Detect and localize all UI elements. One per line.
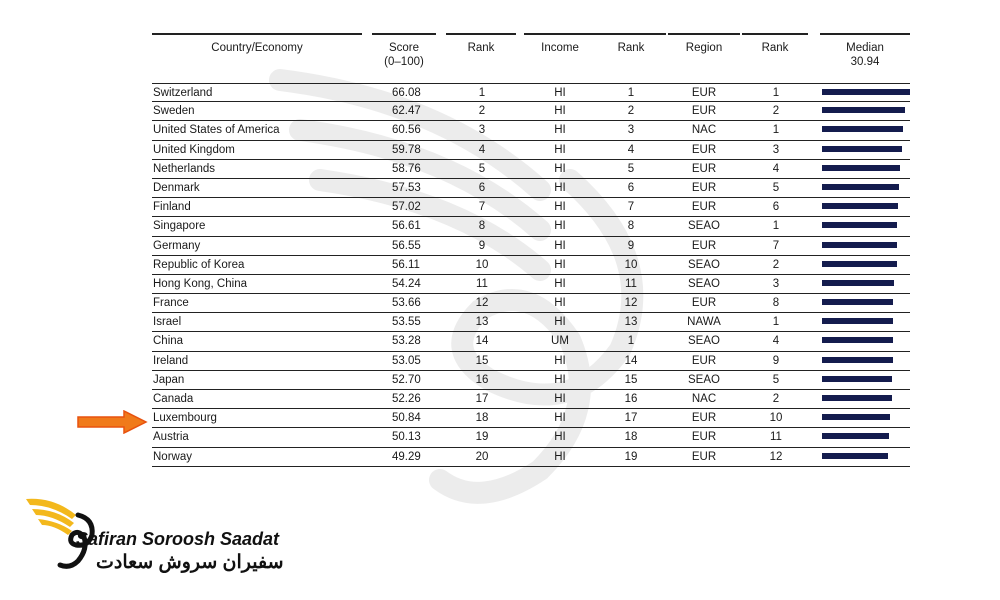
score-bar	[822, 280, 894, 286]
income-cell: HI	[554, 105, 566, 118]
table-header	[152, 33, 910, 81]
region-cell: EUR	[691, 143, 717, 156]
header-country-label: Country/Economy	[211, 42, 303, 54]
country-cell: Finland	[153, 201, 191, 214]
income-rank-cell: 17	[624, 412, 638, 425]
region-rank-cell: 6	[772, 201, 780, 214]
score-bar	[822, 242, 897, 248]
rank-cell: 5	[478, 162, 486, 175]
header-median-label: Median	[846, 42, 884, 54]
region-cell: EUR	[691, 201, 717, 214]
table-row	[152, 217, 910, 236]
score-bar	[822, 414, 890, 420]
region-cell: SEAO	[688, 335, 720, 348]
region-rank-cell: 4	[772, 162, 780, 175]
table-body	[152, 83, 910, 467]
income-cell: HI	[554, 393, 566, 405]
income-cell: HI	[554, 354, 566, 367]
score-bar	[822, 146, 902, 152]
header-score-label: Score	[388, 42, 420, 54]
country-cell: Norway	[153, 450, 192, 463]
country-cell: Republic of Korea	[153, 258, 245, 271]
header-income	[524, 33, 596, 81]
region-cell: EUR	[691, 354, 717, 367]
region-rank-cell: 3	[772, 143, 780, 156]
income-cell: HI	[554, 431, 566, 444]
income-rank-cell: 1	[627, 335, 635, 348]
country-cell: Germany	[153, 239, 201, 252]
table-row	[152, 102, 910, 121]
region-rank-cell: 1	[772, 316, 780, 329]
score-bar	[822, 453, 888, 459]
table-row	[152, 352, 910, 371]
score-bar	[822, 222, 897, 228]
table-row	[152, 332, 910, 351]
country-cell: Japan	[153, 373, 185, 386]
rank-cell: 1	[478, 87, 486, 99]
region-cell: SEAO	[688, 220, 720, 233]
table-row	[152, 313, 910, 332]
income-cell: HI	[554, 316, 566, 329]
table-row	[152, 428, 910, 447]
table-row	[152, 409, 910, 428]
rank-cell: 16	[475, 373, 489, 386]
income-cell: HI	[554, 87, 566, 99]
rank-cell: 14	[475, 335, 489, 348]
region-rank-cell: 5	[772, 181, 780, 194]
income-cell: HI	[554, 181, 566, 194]
rank-cell: 10	[475, 258, 489, 271]
income-cell: HI	[554, 450, 566, 463]
score-bar	[822, 107, 905, 113]
table-row	[152, 198, 910, 217]
region-rank-cell: 2	[772, 258, 780, 271]
country-cell: Switzerland	[153, 87, 213, 99]
score-cell: 62.47	[392, 105, 421, 118]
region-cell: EUR	[691, 450, 717, 463]
rank-cell: 13	[475, 316, 489, 329]
score-cell: 52.70	[392, 373, 421, 386]
rank-cell: 20	[475, 450, 489, 463]
header-region-label: Region	[685, 42, 723, 54]
income-rank-cell: 9	[627, 239, 635, 252]
country-cell: Luxembourg	[153, 412, 217, 425]
rank-cell: 4	[478, 143, 486, 156]
header-score	[372, 33, 436, 81]
ranking-table	[152, 33, 910, 463]
region-cell: SEAO	[688, 258, 720, 271]
header-income-rank	[596, 33, 666, 81]
score-cell: 54.24	[392, 277, 421, 290]
country-cell: Hong Kong, China	[153, 277, 247, 290]
income-rank-cell: 13	[624, 316, 638, 329]
income-cell: HI	[554, 258, 566, 271]
region-rank-cell: 11	[770, 431, 782, 444]
score-cell: 58.76	[392, 162, 421, 175]
income-cell: HI	[554, 277, 566, 290]
country-cell: Denmark	[153, 181, 200, 194]
score-cell: 57.02	[392, 201, 421, 214]
income-cell: HI	[554, 162, 566, 175]
region-rank-cell: 8	[772, 297, 780, 310]
brand-name-fa: سفیران سروش سعادت	[96, 552, 284, 573]
score-bar	[822, 165, 900, 171]
region-cell: EUR	[691, 239, 717, 252]
header-country	[152, 33, 362, 81]
score-bar	[822, 299, 893, 305]
score-cell: 50.13	[392, 431, 421, 444]
rank-cell: 8	[478, 220, 486, 233]
income-rank-cell: 6	[627, 181, 635, 194]
score-cell: 66.08	[392, 87, 421, 99]
region-rank-cell: 12	[769, 450, 783, 463]
income-cell: HI	[554, 124, 566, 137]
score-bar	[822, 318, 893, 324]
country-cell: Ireland	[153, 354, 189, 367]
income-rank-cell: 1	[627, 87, 635, 99]
table-row	[152, 256, 910, 275]
score-bar	[822, 395, 892, 401]
score-cell: 59.78	[392, 143, 421, 156]
table-row	[152, 160, 910, 179]
region-rank-cell: 3	[772, 277, 780, 290]
country-cell: Austria	[153, 431, 189, 444]
region-rank-cell: 10	[769, 412, 783, 425]
income-rank-cell: 5	[627, 162, 635, 175]
region-cell: SEAO	[688, 373, 720, 386]
rank-cell: 12	[475, 297, 489, 310]
income-rank-cell: 11	[625, 277, 637, 290]
country-cell: Netherlands	[153, 162, 216, 175]
table-row	[152, 448, 910, 467]
region-cell: EUR	[691, 87, 717, 99]
rank-cell: 9	[478, 239, 486, 252]
rank-cell: 3	[478, 124, 486, 137]
region-rank-cell: 4	[772, 335, 780, 348]
income-rank-cell: 19	[624, 450, 638, 463]
table-row	[152, 179, 910, 198]
rank-cell: 17	[475, 393, 489, 405]
income-cell: HI	[554, 373, 566, 386]
table-row	[152, 141, 910, 160]
region-rank-cell: 1	[772, 220, 780, 233]
region-rank-cell: 9	[772, 354, 780, 367]
score-cell: 53.55	[392, 316, 421, 329]
table-row	[152, 390, 910, 409]
income-rank-cell: 4	[627, 143, 635, 156]
rank-cell: 19	[475, 431, 489, 444]
header-region	[668, 33, 740, 81]
income-rank-cell: 8	[627, 220, 635, 233]
table-row	[152, 371, 910, 390]
region-rank-cell: 1	[772, 87, 780, 99]
table-row	[152, 237, 910, 256]
income-cell: HI	[554, 239, 566, 252]
score-cell: 53.05	[392, 354, 421, 367]
region-cell: EUR	[691, 297, 717, 310]
score-bar	[822, 433, 889, 439]
header-region-rank	[742, 33, 808, 81]
right-arrow-icon	[76, 410, 148, 434]
region-cell: SEAO	[688, 277, 720, 290]
score-cell: 60.56	[392, 124, 421, 137]
region-rank-cell: 5	[772, 373, 780, 386]
region-rank-cell: 2	[772, 393, 780, 405]
brand-name-en: Safiran Soroosh Saadat	[76, 529, 280, 549]
score-cell: 52.26	[392, 393, 421, 405]
score-cell: 53.28	[392, 335, 421, 348]
header-score-range: (0–100)	[384, 56, 424, 68]
region-rank-cell: 7	[772, 239, 780, 252]
income-rank-cell: 3	[627, 124, 635, 137]
region-cell: EUR	[691, 412, 717, 425]
country-cell: France	[153, 297, 189, 310]
income-cell: HI	[554, 201, 566, 214]
score-bar	[822, 337, 893, 343]
country-cell: China	[153, 335, 184, 348]
income-rank-cell: 16	[624, 393, 638, 405]
table-row	[152, 83, 910, 102]
table-row	[152, 121, 910, 140]
income-rank-cell: 10	[624, 258, 638, 271]
header-rank	[446, 33, 516, 81]
country-cell: Sweden	[153, 105, 195, 118]
score-bar	[822, 357, 893, 363]
score-cell: 50.84	[392, 412, 421, 425]
region-cell: EUR	[691, 181, 717, 194]
region-cell: EUR	[691, 431, 717, 444]
region-cell: NAC	[691, 393, 717, 405]
score-bar	[822, 126, 903, 132]
country-cell: United States of America	[153, 124, 280, 137]
region-cell: NAWA	[687, 316, 721, 329]
income-rank-cell: 15	[624, 373, 638, 386]
income-cell: HI	[554, 297, 566, 310]
country-cell: United Kingdom	[153, 143, 235, 156]
income-rank-cell: 18	[624, 431, 638, 444]
income-cell: HI	[554, 220, 566, 233]
income-cell: HI	[554, 143, 566, 156]
rank-cell: 11	[476, 277, 488, 290]
score-cell: 56.11	[392, 258, 420, 271]
income-rank-cell: 2	[627, 105, 635, 118]
rank-cell: 6	[478, 181, 486, 194]
rank-cell: 2	[478, 105, 486, 118]
score-bar	[822, 203, 898, 209]
header-region-rank-label: Rank	[761, 42, 789, 54]
region-rank-cell: 1	[772, 124, 780, 137]
region-cell: NAC	[691, 124, 717, 137]
header-income-label: Income	[541, 42, 579, 54]
income-rank-cell: 14	[624, 354, 638, 367]
income-cell: UM	[551, 335, 569, 348]
score-cell: 53.66	[392, 297, 421, 310]
region-cell: EUR	[691, 162, 717, 175]
score-bar	[822, 261, 897, 267]
income-cell: HI	[554, 412, 566, 425]
country-cell: Canada	[153, 393, 194, 405]
brand-logo	[24, 493, 294, 583]
rank-cell: 18	[475, 412, 489, 425]
score-bar	[822, 184, 899, 190]
table-row	[152, 275, 910, 294]
score-bar	[822, 89, 910, 95]
table-row	[152, 294, 910, 313]
rank-cell: 15	[475, 354, 489, 367]
header-median	[820, 33, 910, 81]
country-cell: Singapore	[153, 220, 206, 233]
income-rank-cell: 12	[624, 297, 638, 310]
score-cell: 49.29	[392, 450, 421, 463]
score-cell: 56.55	[392, 239, 421, 252]
score-cell: 56.61	[392, 220, 421, 233]
income-rank-cell: 7	[627, 201, 635, 214]
region-cell: EUR	[691, 105, 717, 118]
header-rank-label: Rank	[467, 42, 495, 54]
header-median-value: 30.94	[850, 56, 880, 68]
country-cell: Israel	[153, 316, 182, 329]
score-cell: 57.53	[392, 181, 421, 194]
region-rank-cell: 2	[772, 105, 780, 118]
rank-cell: 7	[478, 201, 486, 214]
header-income-rank-label: Rank	[617, 42, 645, 54]
score-bar	[822, 376, 892, 382]
